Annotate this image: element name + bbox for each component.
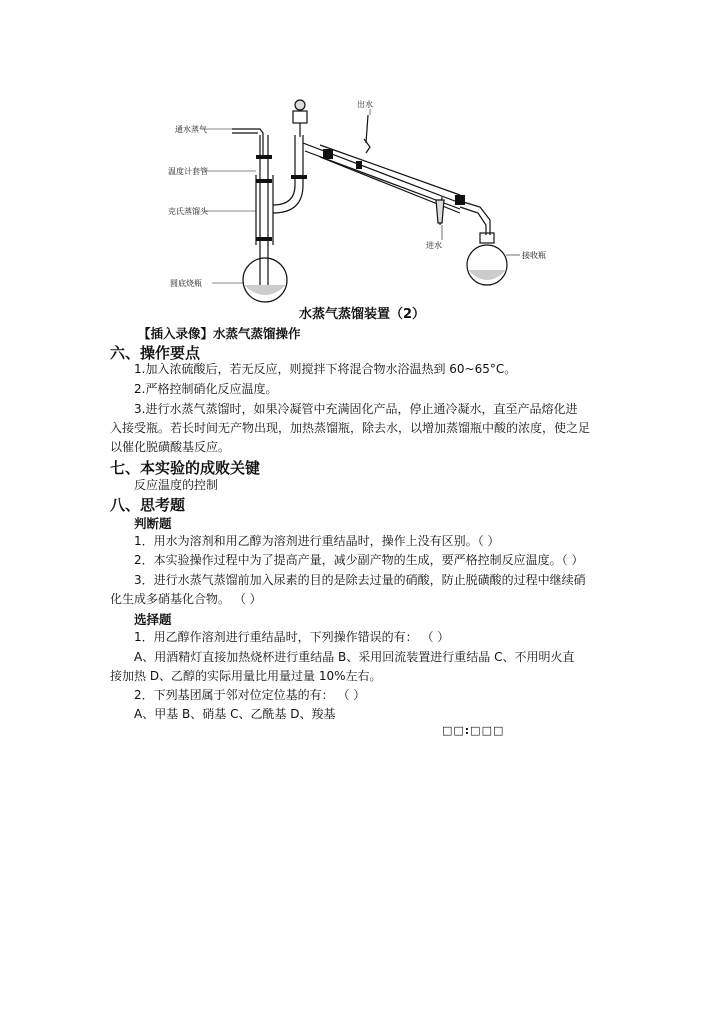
section8-heading: 八、思考题: [110, 496, 186, 514]
label-water-out: 出水: [357, 100, 373, 109]
page-number: □□:□□□: [442, 724, 505, 737]
section6-item-1: 1.加入浓硫酸后，若无反应，则搅拌下将混合物水浴温热到 60~65°C。: [134, 362, 517, 376]
judge-q3: 3．进行水蒸气蒸馏前加入尿素的目的是除去过量的硝酸，防止脱磺酸的过程中继续硝: [134, 573, 586, 587]
section7-heading: 七、本实验的成败关键: [110, 459, 261, 477]
choice-q2-options: A、甲基 B、硝基 C、乙酰基 D、羧基: [134, 707, 336, 721]
label-round-flask: 圆底烧瓶: [170, 279, 202, 288]
label-receiver: 接收瓶: [522, 251, 546, 260]
choice-title: 选择题: [134, 612, 172, 627]
label-steam-in: 通水蒸气: [175, 125, 207, 134]
choice-q1-options: A、用酒精灯直接加热烧杯进行重结晶 B、采用回流装置进行重结晶 C、不用明火直: [134, 650, 575, 664]
label-claisen-head: 克氏蒸馏头: [168, 207, 208, 216]
section6-item-3-cont2: 以催化脱磺酸基反应。: [110, 440, 231, 454]
judge-q1: 1．用水为溶剂和用乙醇为溶剂进行重结晶时，操作上没有区别。（ ）: [134, 534, 500, 548]
judge-q3-cont: 化生成多硝基化合物。 （ ）: [110, 592, 262, 606]
label-water-in: 进水: [426, 241, 442, 250]
choice-q1: 1．用乙醇作溶剂进行重结晶时，下列操作错误的有： （ ）: [134, 630, 450, 644]
choice-q1-options-cont: 接加热 D、乙醇的实际用量比用量过量 10%左右。: [110, 669, 382, 683]
figure-caption: 水蒸气蒸馏装置（2）: [298, 307, 426, 322]
section7-text: 反应温度的控制: [134, 478, 219, 492]
choice-q2: 2．下列基团属于邻对位定位基的有： （ ）: [134, 688, 366, 702]
section6-item-3-cont1: 入接受瓶。若长时间无产物出现，加热蒸馏瓶，除去水，以增加蒸馏瓶中酸的浓度，使之足: [110, 421, 591, 435]
section6-item-3: 3.进行水蒸气蒸馏时，如果冷凝管中充满固化产品，停止通冷凝水，直至产品熔化进: [134, 402, 578, 416]
label-thermo-tube: 温度计套管: [168, 167, 208, 176]
apparatus-diagram: [160, 95, 580, 305]
judge-q2: 2．本实验操作过程中为了提高产量，减少副产物的生成，要严格控制反应温度。（ ）: [134, 553, 584, 567]
insert-video-note: 【插入录像】水蒸气蒸馏操作: [138, 326, 301, 341]
section6-item-2: 2.严格控制硝化反应温度。: [134, 382, 278, 396]
section6-heading: 六、操作要点: [110, 344, 201, 362]
steam-distillation-apparatus: [160, 95, 580, 305]
judge-title: 判断题: [134, 516, 172, 531]
